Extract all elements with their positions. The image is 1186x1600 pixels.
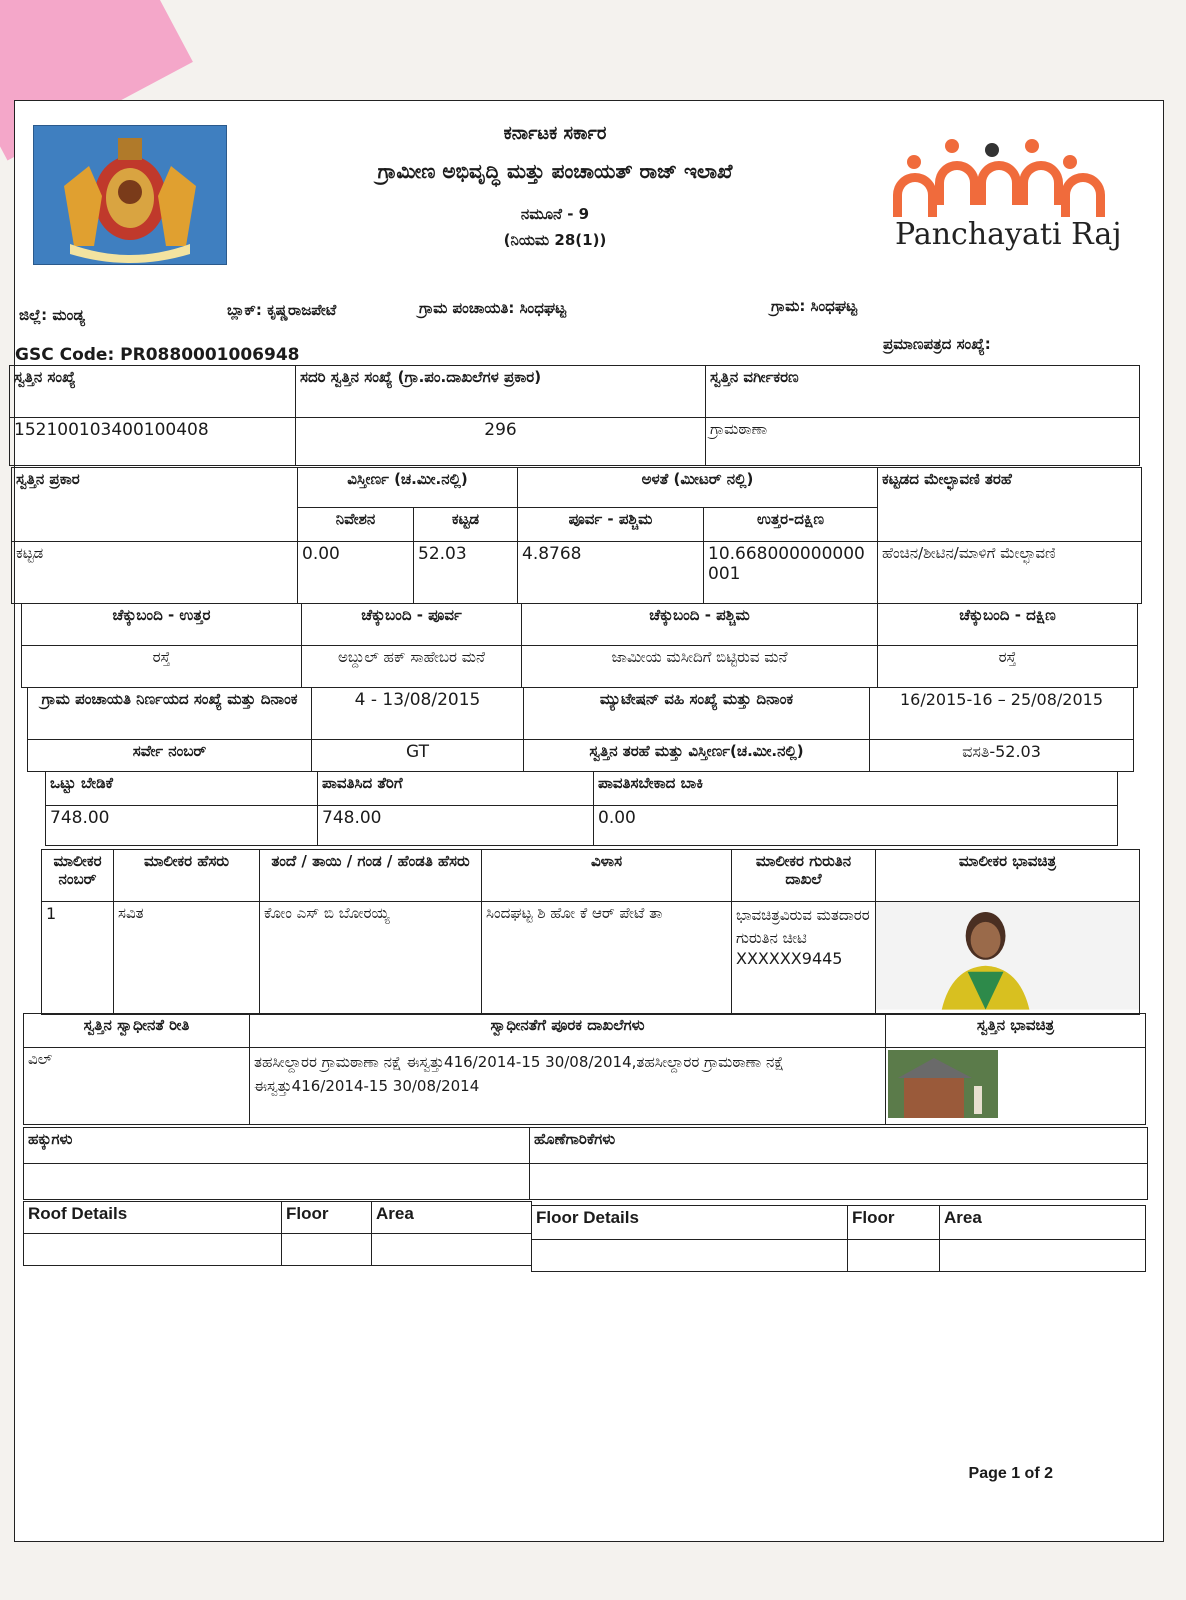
logo-dot [1025,139,1039,153]
owner-address: ಸಿಂದಘಟ್ಟ ಶಿ ಹೋ ಕೆ ಆರ್ ಪೇಟೆ ತಾ [482,902,732,1015]
east-boundary-label: ಚೆಕ್ಕುಬಂದಿ - ಪೂರ್ವ [302,604,522,646]
area-label: ವಿಸ್ತೀರ್ಣ (ಚ.ಮೀ.ನಲ್ಲಿ) [298,468,518,508]
owner-number: 1 [42,902,114,1015]
taluk: ಬ್ಲಾಕ್: ಕೃಷ್ಣರಾಜಪೇಟೆ [227,301,337,319]
east-west-measure: 4.8768 [518,542,704,604]
owner-name: ಸವಿತ [114,902,260,1015]
gram-panchayat: ಗ್ರಾಮ ಪಂಚಾಯತಿ: ಸಿಂಧಘಟ್ಟ [419,299,567,317]
east-boundary: ಅಬ್ದುಲ್ ಹಕ್ ಸಾಹೇಬರ ಮನೆ [302,646,522,688]
rights-label: ಹಕ್ಕುಗಳು [24,1128,530,1164]
roof-details-table [23,1201,532,1266]
property-class-label: ಸ್ವತ್ತಿನ ವರ್ಗೀಕರಣ [706,366,1140,418]
owner-photo-label: ಮಾಲೀಕರ ಭಾವಚಿತ್ರ [876,850,1140,902]
supporting-documents: ತಹಸೀಲ್ದಾರರ ಗ್ರಾಮಠಾಣಾ ನಕ್ಷೆ ಈಸ್ವತ್ತು416/2014-15 30/08/2014,ತಹಸೀಲ್ದಾರರ ಗ್ರಾಮಠಾಣಾ ನಕ್ಷೆ ಈಸ್ವತ್ತು416/2014-15 30/08/2014 [250,1048,886,1125]
property-type: ಕಟ್ಟಡ [12,542,298,604]
roof-details-label: Roof Details [24,1202,282,1234]
certificate-number-label: ಪ್ರಮಾಣಪತ್ರದ ಸಂಖ್ಯೆ: [883,335,991,353]
roof-floor-value [282,1234,372,1266]
owner-relation-name: ಕೋಂ ಎಸ್ ಬಿ ಬೋರಯ್ಯ [260,902,482,1015]
property-nature-label: ಸ್ವತ್ತಿನ ತರಹೆ ಮತ್ತು ವಿಸ್ತೀರ್ಣ(ಚ.ಮೀ.ನಲ್ಲಿ) [524,740,870,772]
department-title: ಗ್ರಾಮೀಣ ಅಭಿವೃದ್ಧಿ ಮತ್ತು ಪಂಚಾಯತ್ ರಾಜ್ ಇಲಾಖೆ [377,159,733,183]
village: ಗ್ರಾಮ: ಸಿಂಧಘಟ್ಟ [771,297,857,315]
south-boundary: ರಸ್ತೆ [878,646,1138,688]
south-boundary-label: ಚೆಕ್ಕುಬಂದಿ - ದಕ್ಷಿಣ [878,604,1138,646]
mutation-label: ಮ್ಯುಟೇಷನ್ ವಹಿ ಸಂಖ್ಯೆ ಮತ್ತು ದಿನಾಂಕ [524,688,870,740]
district: ಜಿಲ್ಲೆ: ಮಂಡ್ಯ [19,306,85,324]
balance-due: 0.00 [594,806,1118,846]
resolution-table [27,687,1134,772]
total-demand-label: ಒಟ್ಟು ಬೇಡಿಕೆ [46,772,318,806]
gsc-code: GSC Code: PR0880001006948 [15,345,300,365]
property-number-table [9,365,1140,466]
logo-arch [893,173,937,217]
total-demand: 748.00 [46,806,318,846]
rule-number: (ನಿಯಮ 28(1)) [503,231,607,249]
gp-property-number: 296 [296,418,706,466]
owner-photo [876,902,1140,1015]
roof-type-label: ಕಟ್ಟಡದ ಮೇಲ್ಛಾವಣಿ ತರಹೆ [878,468,1142,542]
boundaries-table [21,603,1138,688]
survey-number-label: ಸರ್ವೇ ನಂಬರ್ [28,740,312,772]
west-boundary-label: ಚೆಕ್ಕುಬಂದಿ - ಪಶ್ಚಿಮ [522,604,878,646]
floor-area-label: Area [940,1206,1146,1240]
roof-area-value [372,1234,532,1266]
gp-resolution-label: ಗ್ರಾಮ ಪಂಚಾಯತಿ ನಿರ್ಣಯದ ಸಂಖ್ಯೆ ಮತ್ತು ದಿನಾಂಕ [28,688,312,740]
liabilities-label: ಹೊಣೆಗಾರಿಕೆಗಳು [530,1128,1148,1164]
karnataka-emblem [33,125,227,265]
acquisition-mode: ವಿಲ್ [24,1048,250,1125]
floor-area-value [940,1240,1146,1272]
supporting-documents-label: ಸ್ವಾಧೀನತೆಗೆ ಪೂರಕ ದಾಖಲೆಗಳು [250,1014,886,1048]
tax-paid-label: ಪಾವತಿಸಿದ ತೆರಿಗೆ [318,772,594,806]
property-photo [886,1048,1146,1125]
owner-id-type: ಭಾವಚಿತ್ರವಿರುವ ಮತದಾರರ ಗುರುತಿನ ಚೀಟಿ [736,906,870,947]
mutation-register: 16/2015-16 – 25/08/2015 [870,688,1134,740]
roof-details-value [24,1234,282,1266]
acquisition-table [23,1013,1146,1125]
owner-id-label: ಮಾಲೀಕರ ಗುರುತಿನ ದಾಖಲೆ [732,850,876,902]
owner-id-number: XXXXXX9445 [736,949,843,968]
floor-value [848,1240,940,1272]
floor-details-table [531,1205,1146,1272]
property-number-label: ಸ್ವತ್ತಿನ ಸಂಖ್ಯೆ [10,366,296,418]
logo-arch [1061,173,1105,217]
site-area: 0.00 [298,542,414,604]
logo-arch [977,161,1021,205]
property-type-label: ಸ್ವತ್ತಿನ ಪ್ರಕಾರ [12,468,298,542]
gp-property-number-label: ಸದರಿ ಸ್ವತ್ತಿನ ಸಂಖ್ಯೆ (ಗ್ರಾ.ಪಂ.ದಾಖಲೆಗಳ ಪ್ರಕಾರ) [296,366,706,418]
roof-area-label: Area [372,1202,532,1234]
north-south-measure: 10.668000000000001 [704,542,878,604]
owner-id-cell [732,902,876,1015]
acquisition-mode-label: ಸ್ವತ್ತಿನ ಸ್ವಾಧೀನತೆ ರೀತಿ [24,1014,250,1048]
west-boundary: ಜಾಮೀಯ ಮಸೀದಿಗೆ ಬಿಟ್ಟಿರುವ ಮನೆ [522,646,878,688]
panchayati-raj-logo [885,121,1125,261]
property-class: ಗ್ರಾಮಠಾಣಾ [706,418,1140,466]
tax-table [45,771,1118,846]
tax-paid: 748.00 [318,806,594,846]
roof-type: ಹೆಂಚಿನ/ಶೀಟಿನ/ಮಾಳಿಗೆ ಮೇಲ್ಛಾವಣಿ [878,542,1142,604]
relation-name-label: ತಂದೆ / ತಾಯಿ / ಗಂಡ / ಹೆಂಡತಿ ಹೆಸರು [260,850,482,902]
logo-arch [1019,161,1063,205]
north-south-label: ಉತ್ತರ-ದಕ್ಷಿಣ [704,508,878,542]
owner-name-label: ಮಾಲೀಕರ ಹೆಸರು [114,850,260,902]
floor-details-value [532,1240,848,1272]
floor-label: Floor [848,1206,940,1240]
property-photo-label: ಸ್ವತ್ತಿನ ಭಾವಚಿತ್ರ [886,1014,1146,1048]
logo-text: Panchayati Raj [895,217,1122,252]
table-row [42,902,1140,1015]
govt-title: ಕರ್ನಾಟಕ ಸರ್ಕಾರ [503,123,607,144]
form-number: ನಮೂನೆ - 9 [520,205,590,223]
form-9-sheet [14,100,1164,1542]
address-label: ವಿಳಾಸ [482,850,732,902]
liabilities-value [530,1164,1148,1200]
owners-table [41,849,1140,1015]
dimensions-table [11,467,1142,604]
logo-arch [935,161,979,205]
property-number: 152100103400100408 [10,418,296,466]
rights-table [23,1127,1148,1200]
property-photo-icon [888,1050,998,1118]
rights-value [24,1164,530,1200]
survey-number: GT [312,740,524,772]
property-nature: ವಸತಿ-52.03 [870,740,1134,772]
owner-photo-icon [876,902,1139,1010]
north-boundary-label: ಚೆಕ್ಕುಬಂದಿ - ಉತ್ತರ [22,604,302,646]
logo-dot [945,139,959,153]
building-label: ಕಟ್ಟಡ [414,508,518,542]
owner-number-label: ಮಾಲೀಕರ ನಂಬರ್ [42,850,114,902]
logo-dot [985,143,999,157]
north-boundary: ರಸ್ತೆ [22,646,302,688]
roof-floor-label: Floor [282,1202,372,1234]
site-label: ನಿವೇಶನ [298,508,414,542]
page-number: Page 1 of 2 [968,1465,1053,1482]
logo-dot [1063,155,1077,169]
logo-dot [907,155,921,169]
floor-details-label: Floor Details [532,1206,848,1240]
gp-resolution: 4 - 13/08/2015 [312,688,524,740]
measurement-label: ಅಳತೆ (ಮೀಟರ್ ನಲ್ಲಿ) [518,468,878,508]
east-west-label: ಪೂರ್ವ - ಪಶ್ಚಿಮ [518,508,704,542]
building-area: 52.03 [414,542,518,604]
balance-label: ಪಾವತಿಸಬೇಕಾದ ಬಾಕಿ [594,772,1118,806]
